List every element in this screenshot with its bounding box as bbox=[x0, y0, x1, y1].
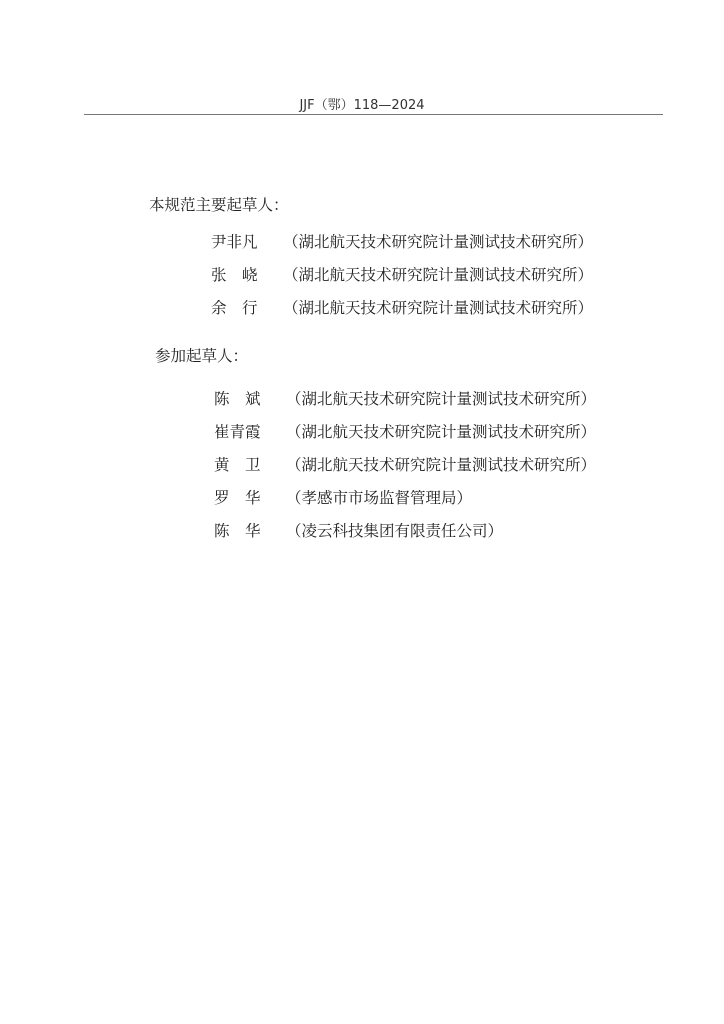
participant-name: 陈 斌 bbox=[214, 390, 261, 408]
drafter-name: 余 行 bbox=[211, 299, 258, 317]
drafter-org: （湖北航天技术研究院计量测试技术研究所） bbox=[283, 299, 594, 317]
participant-name: 崔青霞 bbox=[214, 423, 261, 441]
participant-org: （孝感市市场监督管理局） bbox=[286, 489, 473, 507]
participant-org: （凌云科技集团有限责任公司） bbox=[286, 522, 504, 540]
participant-org: （湖北航天技术研究院计量测试技术研究所） bbox=[286, 423, 597, 441]
document-code: JJF（鄂）118—2024 bbox=[299, 98, 425, 113]
drafter-name: 尹非凡 bbox=[211, 233, 258, 251]
participant-name: 陈 华 bbox=[214, 522, 261, 540]
participant-name: 罗 华 bbox=[214, 489, 261, 507]
main-drafters-title: 本规范主要起草人： bbox=[149, 196, 289, 214]
participants-title: 参加起草人： bbox=[155, 347, 249, 365]
drafter-name: 张 峣 bbox=[211, 266, 258, 284]
participant-org: （湖北航天技术研究院计量测试技术研究所） bbox=[286, 390, 597, 408]
drafter-org: （湖北航天技术研究院计量测试技术研究所） bbox=[283, 266, 594, 284]
header-divider bbox=[84, 114, 663, 115]
drafter-org: （湖北航天技术研究院计量测试技术研究所） bbox=[283, 233, 594, 251]
participant-org: （湖北航天技术研究院计量测试技术研究所） bbox=[286, 456, 597, 474]
participant-name: 黄 卫 bbox=[214, 456, 261, 474]
